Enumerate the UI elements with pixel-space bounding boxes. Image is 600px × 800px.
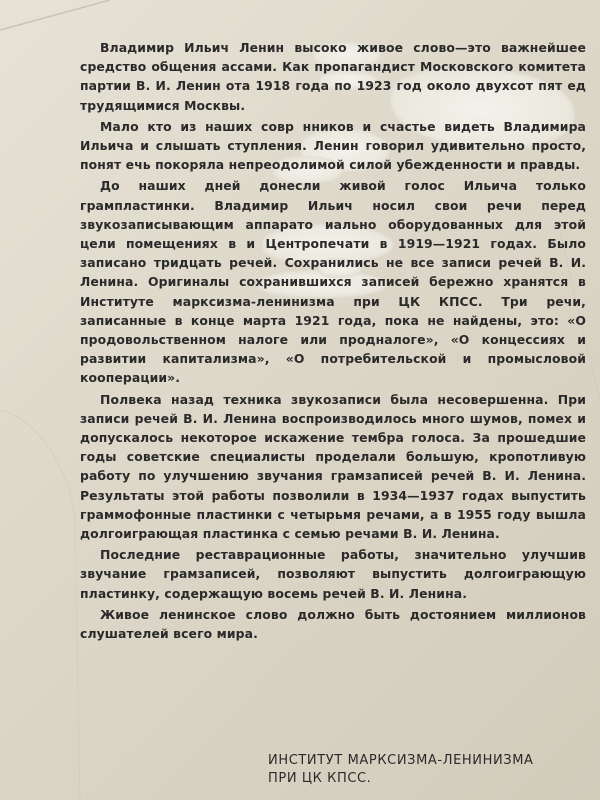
paragraph-6: Живое ленинское слово должно быть достоянием миллионов слушателей всего мира. (80, 606, 586, 642)
paragraph-4: Полвека назад техника звукозаписи была несовершенна. При записи речей В. И. Ленина воспроизводилось много шумов, помех и допускалось некоторое искажение тембра голоса. За прошедшие годы советские специалисты проделали большую, кропотливую работу по улучшению звучания грамзаписей речей В. И. Ленина. Результаты этой работы позволили в 1934—1937 годах выпустить граммофонные пластинки с четырьмя речами, а в 1955 году вышла долгоиграющая пластинка с семью речами В. И. Ленина. (80, 391, 586, 542)
signature-line-1: ИНСТИТУТ МАРКСИЗМА-ЛЕНИНИЗМА (268, 753, 534, 768)
paragraph-1: Владимир Ильич Ленин высоко живое слово—это важнейшее средство общения ассами. Как пропагандист Московского комитета партии В. И. Ленин ота 1918 года по 1923 год около двухсот пят ед трудящимися Москвы. (80, 40, 586, 113)
signature (268, 752, 588, 788)
body-text (80, 38, 586, 645)
paragraph-2: Мало кто из наших совр нников и счастье видеть Владимира Ильича и слышать ступления. Ленин говорил удивительно просто, понят ечь покоряла непреодолимой силой убежденности и правды. (80, 118, 586, 173)
paragraph-3: До наших дней донесли живой голос Ильича только грампластинки. Владимир Ильич носил свои речи перед звукозаписывающим аппарато иально оборудованных для этой цели помещениях в и Центропечати в 1919—1921 годах. Было записано тридцать речей. Сохранились не все записи речей В. И. Ленина. Оригиналы сохранившихся записей бережно хранятся в Институте марксизма-ленинизма при ЦК КПСС. Три речи, записанные в конце марта 1921 года, пока не найдены, это: «О продовольственном налоге или продналоге», «О концессиях и развитии капитализма», «О потребительской и промысловой кооперации». (80, 178, 586, 386)
paragraph-5: Последние реставрационные работы, значительно улучшив звучание грамзаписей, позволяют выпустить долгоиграющую пластинку, содержащую восемь речей В. И. Ленина. (80, 547, 586, 601)
signature-line-2: ПРИ ЦК КПСС. (268, 771, 372, 786)
